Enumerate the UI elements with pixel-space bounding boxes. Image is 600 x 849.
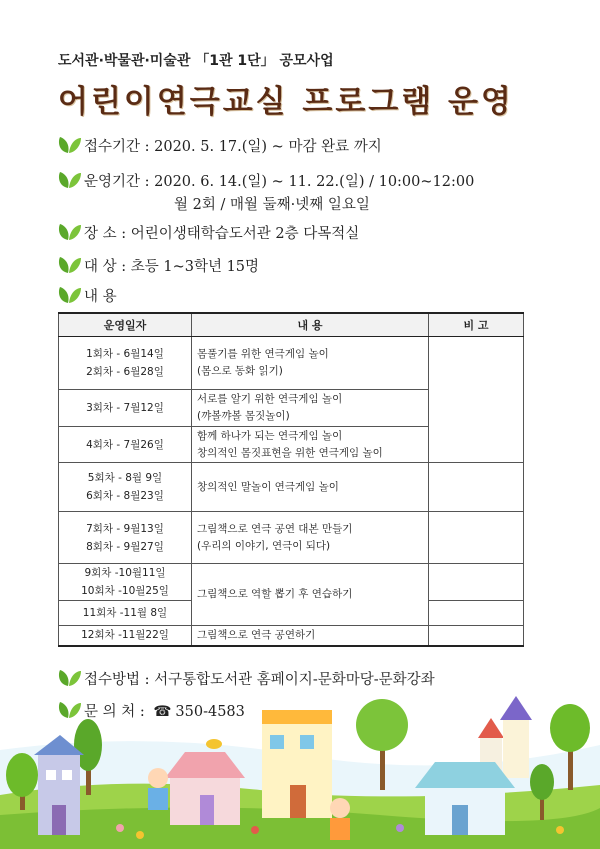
date-line: 9회차 -10월11일 <box>84 567 166 579</box>
note-cell <box>429 564 524 601</box>
date-line: 1회차 - 6월14일 <box>86 348 164 360</box>
date-cell: 12회차 -11월22일 <box>59 626 192 646</box>
contact-label: 문 의 처 : <box>84 704 150 720</box>
table-row <box>59 564 524 601</box>
table-header-row <box>59 313 524 337</box>
apply-method-row <box>56 668 435 689</box>
header-date: 운영일자 <box>59 313 192 337</box>
content-line: (꺄볼꺄볼 몸짓놀이) <box>197 410 290 422</box>
content-cell <box>192 512 429 564</box>
date-cell: 4회차 - 7월26일 <box>59 427 192 463</box>
date-line: 5회차 - 8월 9일 <box>87 472 163 484</box>
house-icon <box>165 752 245 825</box>
content-cell: 창의적인 말놀이 연극게임 놀이 <box>192 463 429 512</box>
table-row <box>59 512 524 564</box>
target-text: 대 상 : 초등 1~3학년 15명 <box>84 259 260 275</box>
content-cell: 그림책으로 연극 공연하기 <box>192 626 429 646</box>
content-line: (우리의 이야기, 연극이 되다) <box>197 539 331 552</box>
target-row <box>56 255 259 276</box>
phone-icon: ☎ <box>153 704 172 720</box>
content-cell <box>192 427 429 463</box>
header-content: 내 용 <box>192 313 429 337</box>
date-line: 10회차 -10월25일 <box>81 585 169 597</box>
project-subtitle: 도서관·박물관·미술관 「1관 1단」 공모사업 <box>58 53 334 69</box>
content-line: 서로를 알기 위한 연극게임 놀이 <box>197 393 343 405</box>
date-cell <box>59 564 192 601</box>
apply-method-text: 접수방법 : 서구통합도서관 홈페이지-문화마당-문화강좌 <box>84 672 435 688</box>
child-icon <box>148 768 168 810</box>
note-cell <box>429 626 524 646</box>
date-cell: 11회차 -11월 8일 <box>59 601 192 626</box>
content-row <box>56 285 117 306</box>
operation-period-text: 운영기간 : 2020. 6. 14.(일) ~ 11. 22.(일) / 10:00~12:00 <box>84 174 475 190</box>
child-icon <box>330 798 350 840</box>
date-line: 2회차 - 6월28일 <box>86 366 164 378</box>
note-cell <box>429 601 524 626</box>
reception-period-row <box>56 135 382 156</box>
content-line: 몸풀기를 위한 연극게임 놀이 <box>197 348 329 360</box>
content-cell <box>192 390 429 427</box>
leaf-icon <box>56 700 82 720</box>
leaf-icon <box>56 668 82 688</box>
content-line: (몸으로 동화 읽기) <box>197 365 283 377</box>
date-cell <box>59 512 192 564</box>
date-line: 6회차 - 8월23일 <box>86 490 164 502</box>
date-cell <box>59 337 192 390</box>
page-title: 어린이연극교실 프로그램 운영 <box>58 84 514 120</box>
house-icon <box>262 710 332 818</box>
table-row <box>59 626 524 646</box>
place-row <box>56 222 359 243</box>
leaf-icon <box>56 222 82 242</box>
content-label: 내 용 <box>84 289 117 305</box>
date-line: 7회차 - 9월13일 <box>86 522 164 535</box>
note-cell <box>429 512 524 564</box>
leaf-icon <box>56 255 82 275</box>
note-cell <box>429 463 524 512</box>
note-cell <box>429 337 524 463</box>
table-row <box>59 463 524 512</box>
program-table <box>58 312 524 647</box>
content-line: 그림책으로 연극 공연 대본 만들기 <box>197 522 353 535</box>
date-line: 8회차 - 9월27일 <box>86 540 164 553</box>
house-icon <box>415 762 515 835</box>
content-cell: 그림책으로 역할 뽑기 후 연습하기 <box>192 564 429 626</box>
table-row <box>59 337 524 390</box>
content-cell <box>192 337 429 390</box>
operation-period-row <box>56 170 474 191</box>
contact-row <box>56 700 245 721</box>
date-cell <box>59 463 192 512</box>
leaf-icon <box>56 285 82 305</box>
content-line: 창의적인 몸짓표현을 위한 연극게임 놀이 <box>197 446 383 459</box>
header-note: 비 고 <box>429 313 524 337</box>
place-text: 장 소 : 어린이생태학습도서관 2층 다목적실 <box>84 226 360 242</box>
bird-icon <box>206 739 222 749</box>
house-icon <box>34 735 84 835</box>
leaf-icon <box>56 135 82 155</box>
leaf-icon <box>56 170 82 190</box>
operation-schedule-text: 월 2회 / 매월 둘째·넷째 일요일 <box>174 197 370 213</box>
contact-phone: 350-4583 <box>175 704 245 720</box>
content-line: 함께 하나가 되는 연극게임 놀이 <box>197 429 343 442</box>
reception-period-text: 접수기간 : 2020. 5. 17.(일) ~ 마감 완료 까지 <box>84 139 382 155</box>
date-cell: 3회차 - 7월12일 <box>59 390 192 427</box>
